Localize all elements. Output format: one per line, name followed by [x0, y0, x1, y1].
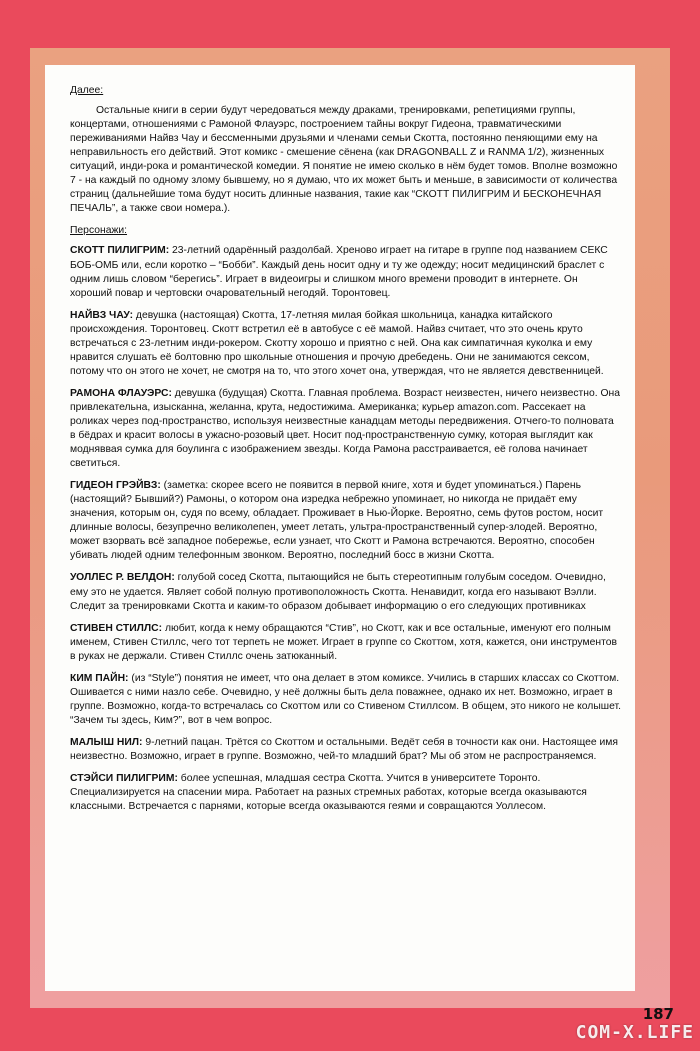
- character-entry: [70, 479, 622, 563]
- character-name: НАЙВЗ ЧАУ:: [70, 309, 134, 321]
- character-name: СКОТТ ПИЛИГРИМ:: [70, 245, 170, 257]
- character-entry: [70, 772, 622, 814]
- character-entry: [70, 309, 622, 379]
- character-description: девушка (будущая) Скотта. Главная проблема. Возраст неизвестен, ничего неизвестно. Она привлекательна, изысканна, желанна, крута, недостижима. Американка; курьер amazon.com. Рассекает на роликах через под-пространство, используя неизвестные канадцам методы передвижения. Отчего-то полновата в бёдрах и красит волосы в ужасно-розовый цвет. Носит под-пространственную сумку, которая выглядит как модняввая сумка для боулинга с изображением звезды. Когда Рамона расстраивается, её голова начинает светиться.: [70, 387, 621, 470]
- character-description: 23-летний одарённый раздолбай. Хреново играет на гитаре в группе под названием СЕКС БОБ-ОМБ или, если коротко – “Бобби”. Каждый день носит одну и ту же одежду; носит медицинский браслет с одним лишь словом “берегись”. Играет в видеоигры и слишком много времени проводит в интернете. Он хороший повар и чертовски очаровательный негодяй. Торонтовец.: [70, 245, 608, 299]
- document-content: [70, 84, 622, 822]
- next-heading: Далее:: [70, 85, 104, 96]
- character-entry: [70, 387, 622, 471]
- site-watermark: COM-X.LIFE: [575, 1022, 694, 1043]
- character-entry: [70, 736, 622, 764]
- character-name: СТЭЙСИ ПИЛИГРИМ:: [70, 773, 178, 785]
- character-name: УОЛЛЕС Р. ВЕЛДОН:: [70, 572, 175, 584]
- character-entry: [70, 244, 622, 300]
- character-entry: [70, 622, 622, 664]
- character-name: КИМ ПАЙН:: [70, 672, 129, 684]
- character-entry: [70, 571, 622, 613]
- character-name: ГИДЕОН ГРЭЙВЗ:: [70, 480, 161, 492]
- character-description: (заметка: скорее всего не появится в первой книге, хотя и будет упоминаться.) Парень (настоящий? Бывший?) Рамоны, о котором она изредка небрежно упоминает, но никогда не придаёт ему значения, которым он, судя по всему, обладает. Проживает в Нью-Йорке. Вероятно, семь футов ростом, носит длинные волосы, безупречно великолепен, умеет летать, ультра-пространственный супер-злодей. Вероятно, может взорвать всё западное побережье, если узнает, что Скотт и Рамона встречаются. Вероятно, способен убивать людей одним телефонным звонком. Вероятно, последний босс в жизни Скотта.: [70, 480, 604, 562]
- character-entry: [70, 672, 622, 728]
- character-description: девушка (настоящая) Скотта, 17-летняя милая бойкая школьница, канадка китайского происхождения. Торонтовец. Скотт встретил её в автобусе с её мамой. Найвз считает, что это очень круто встречаться с 23-летним инди-рокером. Скотту хорошо и приятно с ней. Она как симпатичная куколка и ему нравится слушать её болтовню про школьные отношения и прочую дребедень. Они не занимаются сексом, потому что он этого не хочет, не смотря на то, что этого хочет она, утверждая, что не является девственницей.: [70, 309, 604, 377]
- character-description: любит, когда к нему обращаются “Стив”, но Скотт, как и все остальные, именуют его полным именем, Стивен Стиллс, чего тот терпеть не может. Играет в группе со Скоттом, хотя, кажется, они инструментов в руках не держали. Стивен Стиллс очень затюканный.: [70, 622, 617, 662]
- character-name: РАМОНА ФЛАУЭРС:: [70, 387, 172, 399]
- page-number: 187: [642, 1005, 674, 1023]
- character-description: более успешная, младшая сестра Скотта. Учится в университете Торонто. Специализируется на спасении мира. Работает на разных стремных работах, которые всегда оказываются классными. Встречается с парнями, которые всегда оказываются геями и совращаются Уоллесом.: [70, 773, 587, 813]
- intro-paragraph: Остальные книги в серии будут чередоваться между драками, тренировками, репетициями группы, концертами, отношениями с Рамоной Флауэрс, построением тайны вокруг Гидеона, травматическими переживаниями Найвз Чау и бессменными друзьями и членами семьи Скотта, постоянно пеняющими ему на неправильность его действий. Этот комикс - смешение сёнена (как DRAGONBALL Z и RANMA 1/2), жизненных ситуаций, инди-рока и романтической комедии. Я понятие не имею сколько в нём будет томов. Вполне возможно 7 - на каждый по одному злому бывшему, но я думаю, что их может быть и меньше, в зависимости от количества страниц (дальнейшие тома будут носить длинные названия, такие как “СКОТТ ПИЛИГРИМ И БЕСКОНЕЧНАЯ ПЕЧАЛЬ”, а также свои номера.).: [70, 105, 618, 215]
- character-description: 9-летний пацан. Трётся со Скоттом и остальными. Ведёт себя в точности как они. Настоящее имя неизвестно. Возможно, играет в группе. Возможно, чей-то младший брат? Мы об этом не распространяемся.: [70, 736, 618, 762]
- character-description: голубой сосед Скотта, пытающийся не быть стереотипным голубым соседом. Очевидно, ему это не удается. Являет собой полную противоположность Скотта. Ненавидит, когда его называют Вэлли. Следит за тренировками Скотта и каким-то образом добывает информацию о его следующих противниках: [70, 572, 606, 612]
- character-description: (из “Style”) понятия не имеет, что она делает в этом комиксе. Учились в старших классах со Скоттом. Ошивается с ними назло себе. Очевидно, у неё должны быть дела поважнее, однако их нет. Возможно, играет в группе. Возможно, когда-то встречалась со Скоттом или со Стивеном Стиллсом. В общем, это никого не колышет. “Зачем ты здесь, Ким?”, вот в чем вопрос.: [70, 672, 621, 726]
- character-name: МАЛЫШ НИЛ:: [70, 736, 143, 748]
- characters-heading: Персонажи:: [70, 225, 128, 237]
- character-name: СТИВЕН СТИЛЛС:: [70, 622, 163, 634]
